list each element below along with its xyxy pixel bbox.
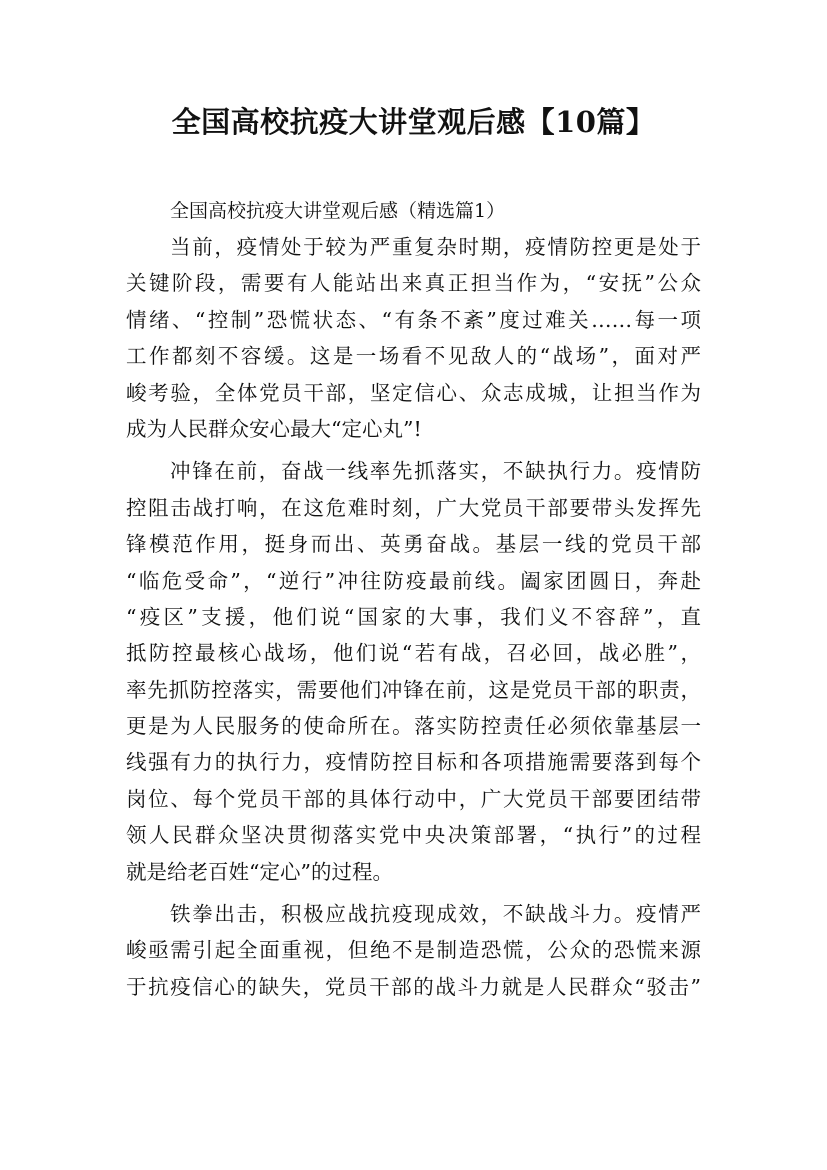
paragraph-line: 锋模范作用，挺身而出、英勇奋战。基层一线的党员干部 — [126, 532, 701, 557]
paragraph-line: “疫区”支援，他们说“国家的大事，我们义不容辞”，直 — [126, 604, 701, 629]
document-body — [126, 193, 701, 1005]
paragraph-line: 成为人民群众安心最大“定心丸”! — [126, 416, 422, 441]
paragraph-line: 岗位、每个党员干部的具体行动中，广大党员干部要团结带 — [126, 786, 701, 811]
paragraph-line: 铁拳出击，积极应战抗疫现成效，不缺战斗力。疫情严 — [170, 902, 701, 927]
paragraph-line: 于抗疫信心的缺失，党员干部的战斗力就是人民群众“驳击” — [126, 974, 701, 999]
paragraph-line: 峻亟需引起全面重视，但绝不是制造恐慌，公众的恐慌来源 — [126, 938, 701, 963]
paragraph-line: 冲锋在前，奋战一线率先抓落实，不缺执行力。疫情防 — [170, 459, 701, 484]
paragraph-line: 峻考验，全体党员干部，坚定信心、众志成城，让担当作为 — [126, 380, 701, 405]
paragraph-line: 关键阶段，需要有人能站出来真正担当作为，“安抚”公众 — [126, 271, 701, 296]
paragraph-2 — [126, 453, 701, 890]
paragraph-line: 线强有力的执行力，疫情防控目标和各项措施需要落到每个 — [126, 750, 701, 775]
paragraph-line: 就是给老百姓“定心”的过程。 — [126, 859, 393, 884]
paragraph-line: 工作都刻不容缓。这是一场看不见敌人的“战场”，面对严 — [126, 344, 701, 369]
paragraph-line: 当前，疫情处于较为严重复杂时期，疫情防控更是处于 — [170, 235, 701, 259]
paragraph-1 — [126, 229, 701, 447]
paragraph-line: 率先抓防控落实，需要他们冲锋在前，这是党员干部的职责， — [126, 677, 701, 702]
paragraph-line: 更是为人民服务的使命所在。落实防控责任必须依靠基层一 — [126, 714, 701, 739]
paragraph-line: 领人民群众坚决贯彻落实党中央决策部署，“执行”的过程 — [126, 823, 701, 848]
paragraph-line: 情绪、“控制”恐慌状态、“有条不紊”度过难关……每一项 — [126, 307, 701, 332]
paragraph-line: “临危受命”，“逆行”冲往防疫最前线。阖家团圆日，奔赴 — [126, 568, 701, 593]
document-title: 全国高校抗疫大讲堂观后感【10篇】 — [171, 105, 656, 139]
paragraph-line: 控阻击战打响，在这危难时刻，广大党员干部要带头发挥先 — [126, 495, 701, 520]
section-subtitle: 全国高校抗疫大讲堂观后感（精选篇1） — [170, 200, 506, 222]
paragraph-3 — [126, 896, 701, 1005]
paragraph-line: 抵防控最核心战场，他们说“若有战，召必回，战必胜”， — [126, 641, 701, 666]
